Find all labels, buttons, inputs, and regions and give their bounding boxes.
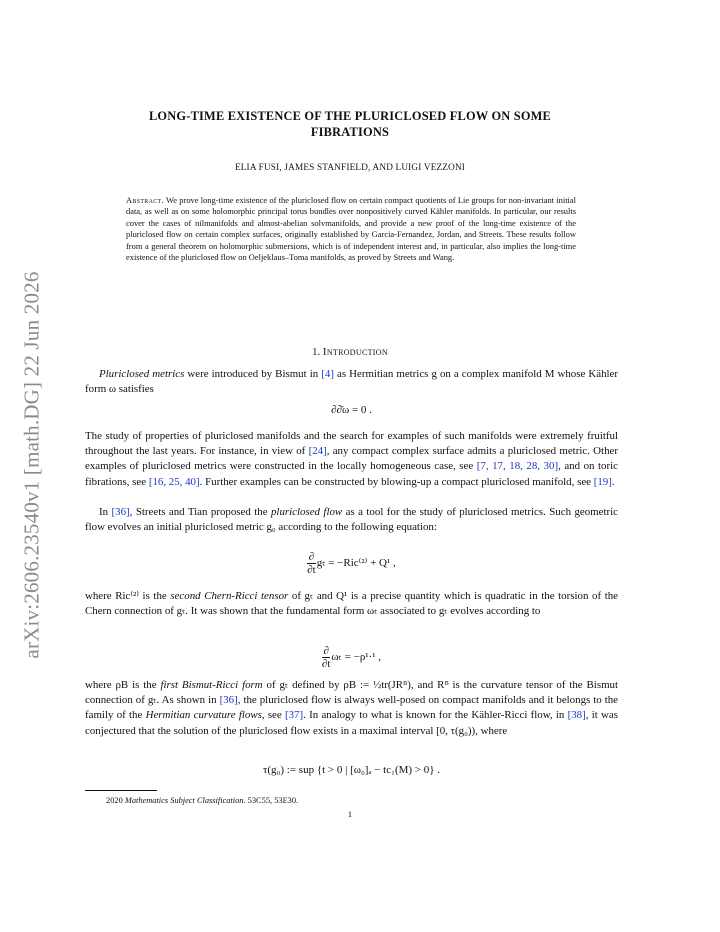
citation-38[interactable]: [38]	[567, 709, 586, 722]
citation-37[interactable]: [37]	[284, 709, 304, 722]
paragraph-5-text-f: , it was conjectured that the solution of the pluriclosed flow exists in a maximal interval [0, τ(g₀)), where	[85, 709, 618, 737]
footnote-year: 2020	[106, 796, 125, 805]
section-number: 1.	[312, 346, 321, 358]
paper-title	[100, 108, 600, 140]
abstract-label: Abstract.	[126, 195, 164, 205]
paragraph-5-text-c: , the pluriclosed flow is always well-posed on compact manifolds and it belongs to the family of the	[85, 694, 618, 722]
paragraph-2-text-c: , and on toric fibrations, see	[85, 460, 618, 488]
equation-flow	[85, 551, 618, 576]
section-title: Introduction	[322, 346, 388, 358]
paragraph-2-text-e: .	[611, 475, 615, 488]
bismut-ricci-term: first Bismut-Ricci form	[160, 679, 263, 691]
frac-numerator: ∂	[323, 645, 329, 657]
citation-4[interactable]: [4]	[321, 368, 334, 380]
abstract	[126, 195, 576, 263]
paragraph-1-text-b: as Hermitian metrics g on a complex manifold M whose Kähler form ω satisfies	[85, 368, 618, 396]
paragraph-2-text-b: , any compact complex surface admits a pluriclosed metric. Other examples of pluriclosed metrics were constructed in the locally homogeneous case, see	[85, 445, 618, 473]
equation-maximal-time: τ(g₀) := sup {t > 0 | [ω₀]ₐ − tc₁(M) > 0} .	[262, 764, 441, 776]
pluriclosed-flow-term: pluriclosed flow	[270, 506, 343, 518]
equation-flow-rhs: gₜ = −Ric⁽²⁾ + Q¹ ,	[316, 557, 396, 570]
citation-19[interactable]: [19]	[593, 475, 612, 488]
paragraph-3-text-b: , Streets and Tian proposed the	[129, 506, 271, 518]
footnote-msc-label: Mathematics Subject Classification.	[124, 796, 246, 805]
arxiv-identifier-stamp	[12, 245, 52, 685]
partial-derivative	[307, 551, 316, 576]
paragraph-3-text-a: In	[99, 506, 112, 518]
paragraph-1	[85, 367, 618, 397]
hermitian-curvature-flows-term: Hermitian curvature flows	[145, 709, 262, 722]
citation-24[interactable]: [24]	[308, 445, 327, 458]
paragraph-4-text-a: where Ric⁽²⁾ is the	[85, 590, 171, 602]
paragraph-1-lead: Pluriclosed metrics	[99, 368, 185, 380]
title-line-1: LONG-TIME EXISTENCE OF THE PLURICLOSED FLOW ON SOME	[148, 109, 552, 123]
page-number: 1	[347, 810, 353, 819]
equation-fundamental-form	[85, 645, 618, 670]
frac-denominator: ∂t	[321, 658, 331, 670]
equation-fundamental-form-rhs: ωₜ = −ρ¹·¹ ,	[331, 651, 382, 664]
paragraph-4-text-b: of gₜ and Q¹ is a precise quantity which is quadratic in the torsion of the Chern connection of gₜ. It was shown that the fundamental form ωₜ associated to gₜ evolves according to	[85, 590, 618, 618]
equation-pluriclosed: ∂∂̄ω = 0 .	[331, 404, 372, 416]
title-line-2: FIBRATIONS	[310, 125, 390, 139]
paragraph-2-text-a: The study of properties of pluriclosed manifolds and the search for examples of such manifolds were extremely fruitful throughout the last years. For instance, in view of	[85, 430, 618, 458]
paragraph-3	[85, 505, 618, 535]
footnote-msc	[106, 796, 298, 805]
paragraph-5-text-b: of gₜ defined by ρB := ½tr(JRᴮ), and Rᴮ is the curvature tensor of the Bismut connection of gₜ. As shown in	[85, 679, 619, 707]
abstract-text: We prove long-time existence of the pluriclosed flow on certain compact quotients of Lie groups for non-invariant initial data, as well as on some holomorphic principal torus bundles over nonpositively curved Kähler manifolds. In particular, our results cover the cases of nilmanifolds and almost-abelian solvmanifolds, and provide a new proof of the long-time existence of the pluriclosed flow on certain complex surfaces, originally established by Garcia-Fernandez, Jordan, and Streets. These results follow from a general theorem on holomorphic submersions, which is of independent interest and, in particular, also implies the long-time existence of the pluriclosed flow on Oeljeklaus–Toma manifolds, as proved by Streets and Wang.	[126, 195, 576, 263]
paragraph-3-text-c: as a tool for the study of pluriclosed metrics. Such geometric flow evolves an initial pluriclosed metric g₀ according to the following equation:	[85, 506, 618, 534]
citation-toric[interactable]: [16, 25, 40]	[148, 475, 200, 488]
arxiv-stamp-text: arXiv:2606.23540v1 [math.DG] 22 Jun 2026	[19, 271, 44, 659]
author-list: ELIA FUSI, JAMES STANFIELD, AND LUIGI VEZZONI	[234, 162, 466, 172]
frac-denominator: ∂t	[307, 564, 316, 576]
paragraph-2-text-d: . Further examples can be constructed by blowing-up a compact pluriclosed manifold, see	[199, 475, 594, 488]
citation-36[interactable]: [36]	[111, 506, 130, 518]
citation-homogeneous[interactable]: [7, 17, 18, 28, 30]	[476, 460, 559, 473]
paragraph-5-text-d: , see	[261, 709, 285, 722]
partial-derivative	[322, 645, 331, 670]
citation-36-second[interactable]: [36]	[219, 694, 238, 707]
paragraph-1-text-a: were introduced by Bismut in	[184, 368, 322, 380]
paragraph-2	[85, 429, 618, 490]
chern-ricci-term: second Chern-Ricci tensor	[170, 590, 289, 602]
section-heading	[100, 346, 600, 358]
paragraph-4	[85, 589, 618, 619]
footnote-msc-codes: 53C55, 53E30.	[245, 796, 299, 805]
paragraph-5-text-a: where ρB is the	[85, 679, 161, 691]
paragraph-5	[85, 678, 618, 739]
frac-numerator: ∂	[308, 551, 315, 563]
paragraph-5-text-e: . In analogy to what is known for the Kähler-Ricci flow, in	[303, 709, 568, 722]
footnote-rule	[85, 790, 157, 791]
